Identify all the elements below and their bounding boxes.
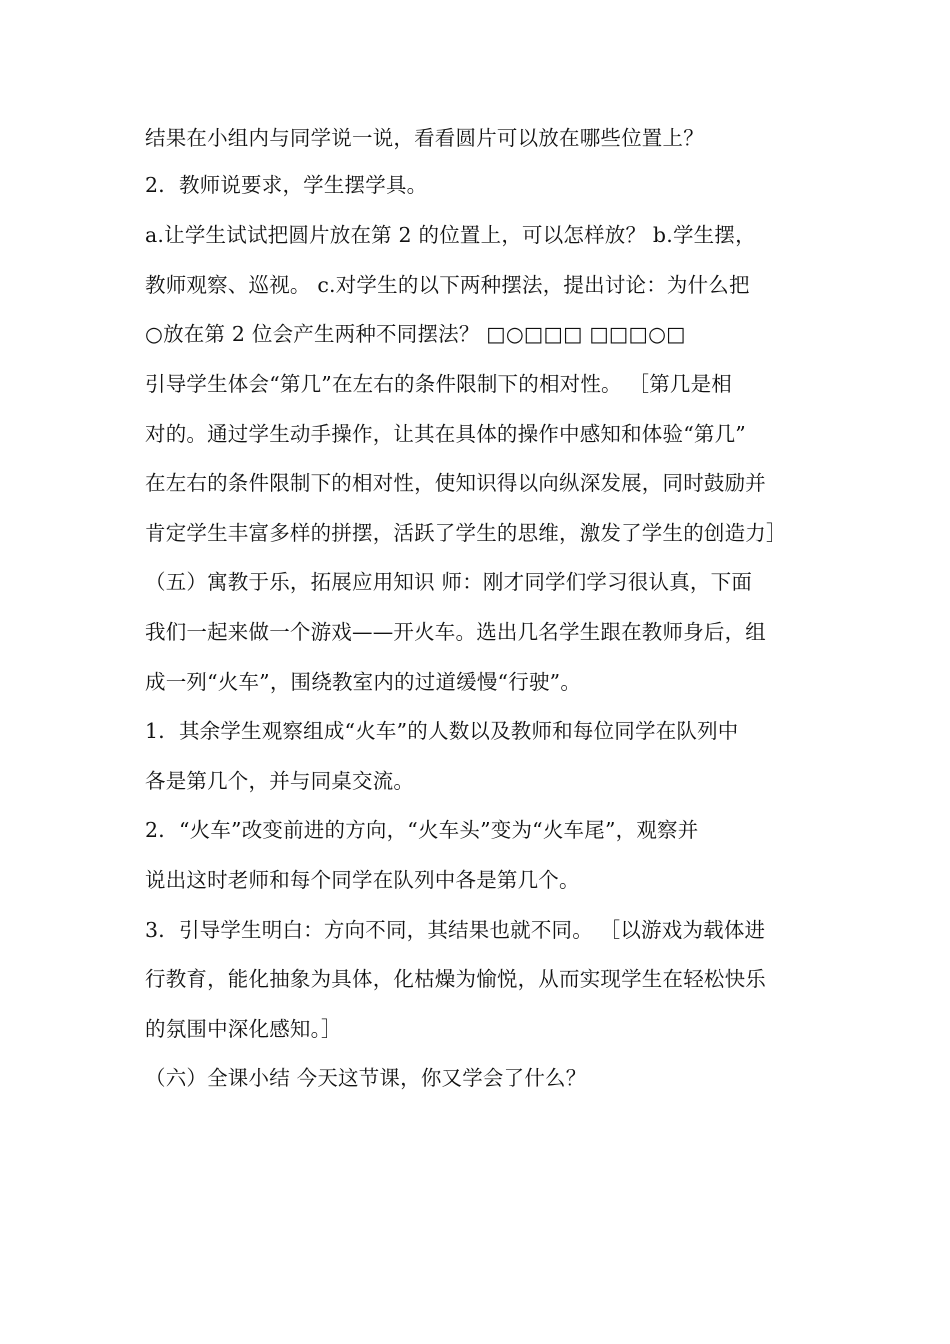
text-line: 在左右的条件限制下的相对性，使知识得以向纵深发展，同时鼓励并 [145, 471, 766, 495]
text-line: 说出这时老师和每个同学在队列中各是第几个。 [145, 868, 580, 892]
text-line: （五）寓教于乐，拓展应用知识 师：刚才同学们学习很认真，下面 [145, 570, 753, 594]
text-line: 教师观察、巡视。 c.对学生的以下两种摆法，提出讨论：为什么把 [145, 273, 750, 297]
text-line: 2．教师说要求，学生摆学具。 [145, 173, 428, 197]
text-line: 对的。通过学生动手操作，让其在具体的操作中感知和体验“第几” [145, 422, 746, 446]
text-line: （六）全课小结 今天这节课，你又学会了什么？ [145, 1066, 587, 1090]
text-line: 3．引导学生明白：方向不同，其结果也就不同。 ［以游戏为载体进 [145, 918, 766, 942]
text-line: 行教育，能化抽象为具体，化枯燥为愉悦，从而实现学生在轻松快乐 [145, 967, 766, 991]
text-line: 我们一起来做一个游戏——开火车。选出几名学生跟在教师身后，组 [145, 620, 766, 644]
text-line: 肯定学生丰富多样的拼摆，活跃了学生的思维，激发了学生的创造力］ [145, 521, 787, 545]
text-line: 成一列“火车”，围绕教室内的过道缓慢“行驶”。 [145, 670, 582, 694]
text-line: ○放在第 2 位会产生两种不同摆法？ □○□□□ □□□○□ [145, 322, 686, 346]
text-line: 1．其余学生观察组成“火车”的人数以及教师和每位同学在队列中 [145, 719, 739, 743]
text-line: 各是第几个，并与同桌交流。 [145, 769, 415, 793]
text-line: 2．“火车”改变前进的方向，“火车头”变为“火车尾”，观察并 [145, 818, 699, 842]
text-line: 结果在小组内与同学说一说，看看圆片可以放在哪些位置上？ [145, 126, 704, 150]
text-line: 引导学生体会“第几”在左右的条件限制下的相对性。 ［第几是相 [145, 372, 732, 396]
text-line: a.让学生试试把圆片放在第 2 的位置上，可以怎样放？ b.学生摆， [145, 223, 756, 247]
text-line: 的氛围中深化感知。］ [145, 1017, 342, 1041]
